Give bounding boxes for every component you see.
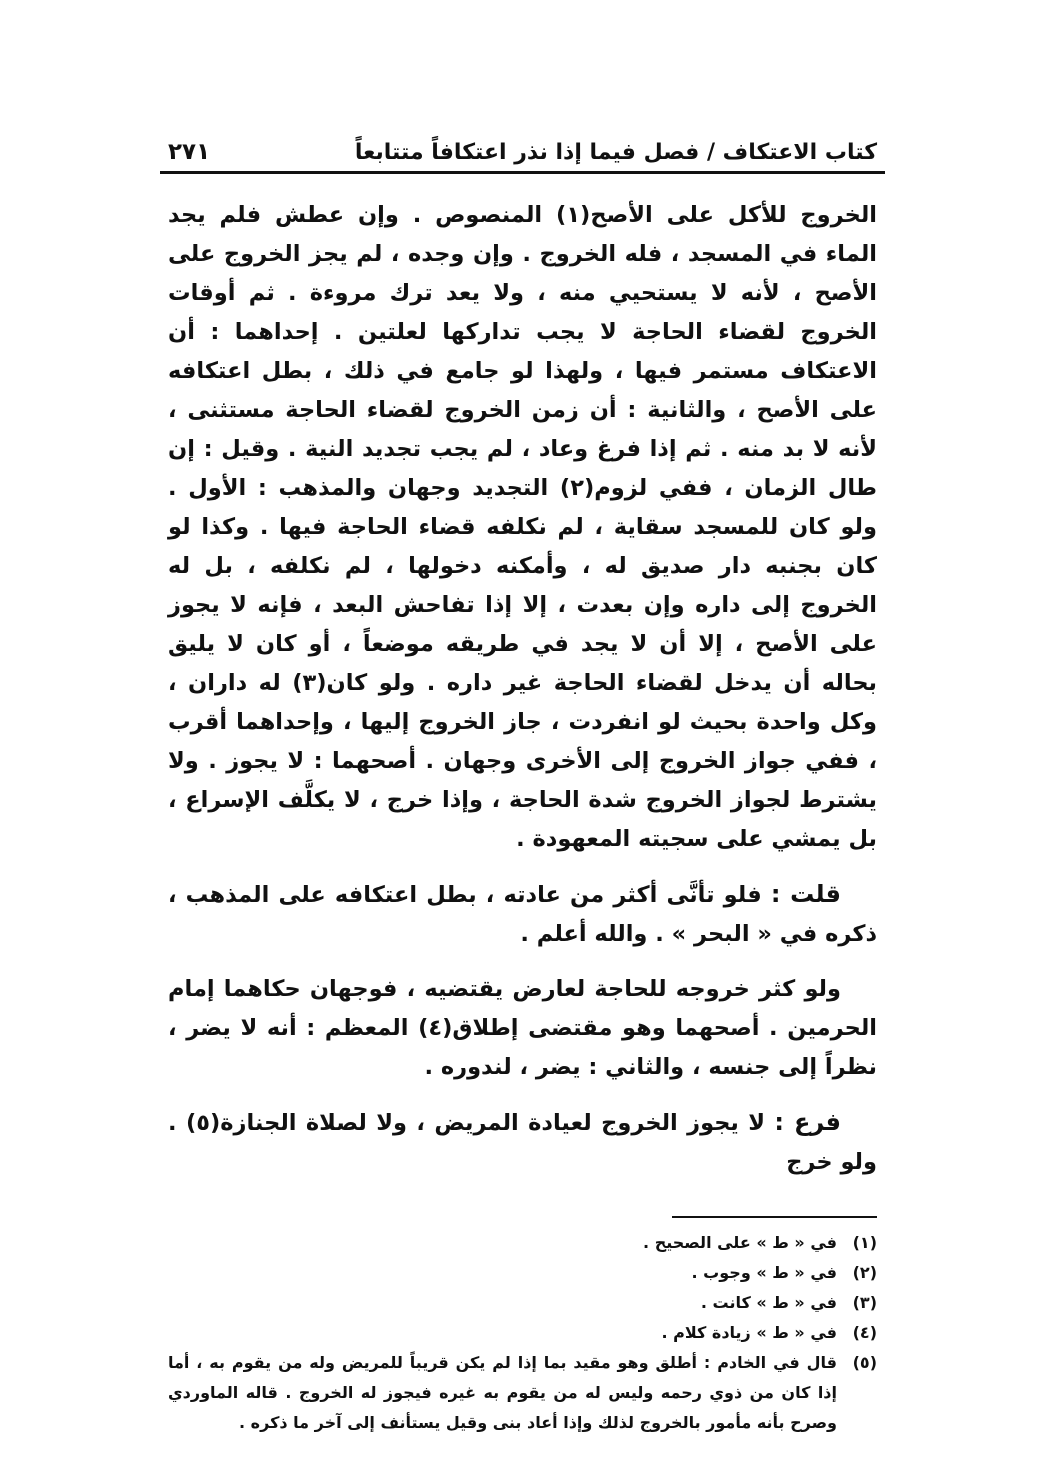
footnote-text: قال في الخادم : أطلق وهو مقيد بما إذا لم يكن قريباً للمريض وله من يقوم به ، أما إذا كان من ذوي رحمه وليس له من يقوم به غيره فيجوز له الخروج . قاله الماوردي وصرح بأنه مأمور بالخروج لذلك وإذا أعاد بنى وقيل يستأنف إلى آخر ما ذكره . <box>168 1353 837 1432</box>
footnote-number: (١) <box>852 1233 877 1252</box>
page-number: ٢٧١ <box>168 139 211 165</box>
footnote-item <box>168 1258 877 1288</box>
main-text <box>160 196 885 1182</box>
footnote-number: (٥) <box>852 1353 877 1372</box>
footnote-item <box>168 1228 877 1258</box>
footnote-item <box>168 1348 877 1438</box>
paragraph-4-text: لا يجوز الخروج لعيادة المريض ، ولا لصلاة الجنازة(٥) . ولو خرج <box>168 1110 877 1175</box>
paragraph-2-text: فلو تأنَّى أكثر من عادته ، بطل اعتكافه على المذهب ، ذكره في « البحر » . والله أعلم . <box>168 882 877 947</box>
page-header <box>160 130 885 174</box>
paragraph-4 <box>168 1103 877 1182</box>
book-page <box>160 130 885 1438</box>
footnote-divider <box>672 1216 877 1218</box>
qult-label: قلت : <box>770 880 841 908</box>
footnote-text: في « ط » كانت . <box>700 1293 837 1312</box>
footnotes <box>160 1228 885 1438</box>
paragraph-1: الخروج للأكل على الأصح(١) المنصوص . وإن عطش فلم يجد الماء في المسجد ، فله الخروج . وإن وجده ، لم يجز الخروج على الأصح ، لأنه لا يستحيي منه ، ولا يعد ترك مروءة . ثم أوقات الخروج لقضاء الحاجة لا يجب تداركها لعلتين . إحداهما : أن الاعتكاف مستمر فيها ، ولهذا لو جامع في ذلك ، بطل اعتكافه على الأصح ، والثانية : أن زمن الخروج لقضاء الحاجة مستثنى ، لأنه لا بد منه . ثم إذا فرغ وعاد ، لم يجب تجديد النية . وقيل : إن طال الزمان ، ففي لزوم(٢) التجديد وجهان والمذهب : الأول . ولو كان للمسجد سقاية ، لم نكلفه قضاء الحاجة فيها . وكذا لو كان بجنبه دار صديق له ، وأمكنه دخولها ، لم نكلفه ، بل له الخروج إلى داره وإن بعدت ، إلا إذا تفاحش البعد ، فإنه لا يجوز على الأصح ، إلا أن لا يجد في طريقه موضعاً ، أو كان لا يليق بحاله أن يدخل لقضاء الحاجة غير داره . ولو كان(٣) له داران ، وكل واحدة بحيث لو انفردت ، جاز الخروج إليها ، وإحداهما أقرب ، ففي جواز الخروج إلى الأخرى وجهان . أصحهما : لا يجوز . ولا يشترط لجواز الخروج شدة الحاجة ، وإذا خرج ، لا يكلَّف الإسراع ، بل يمشي على سجيته المعهودة . <box>168 202 877 852</box>
footnote-text: في « ط » وجوب . <box>691 1263 837 1282</box>
footnote-item <box>168 1318 877 1348</box>
footnote-number: (٤) <box>852 1323 877 1342</box>
running-title: كتاب الاعتكاف / فصل فيما إذا نذر اعتكافاً متتابعاً <box>354 140 877 165</box>
footnote-item <box>168 1288 877 1318</box>
footnote-text: في « ط » زيادة كلام . <box>661 1323 837 1342</box>
footnote-text: في « ط » على الصحيح . <box>643 1233 837 1252</box>
paragraph-2 <box>168 875 877 954</box>
footnote-number: (٣) <box>852 1293 877 1312</box>
paragraph-3: ولو كثر خروجه للحاجة لعارض يقتضيه ، فوجهان حكاهما إمام الحرمين . أصحهما وهو مقتضى إطلاق(٤) المعظم : أنه لا يضر ، نظراً إلى جنسه ، والثاني : يضر ، لندوره . <box>168 976 877 1080</box>
footnote-number: (٢) <box>852 1263 877 1282</box>
far-label: فرع : <box>774 1108 841 1136</box>
